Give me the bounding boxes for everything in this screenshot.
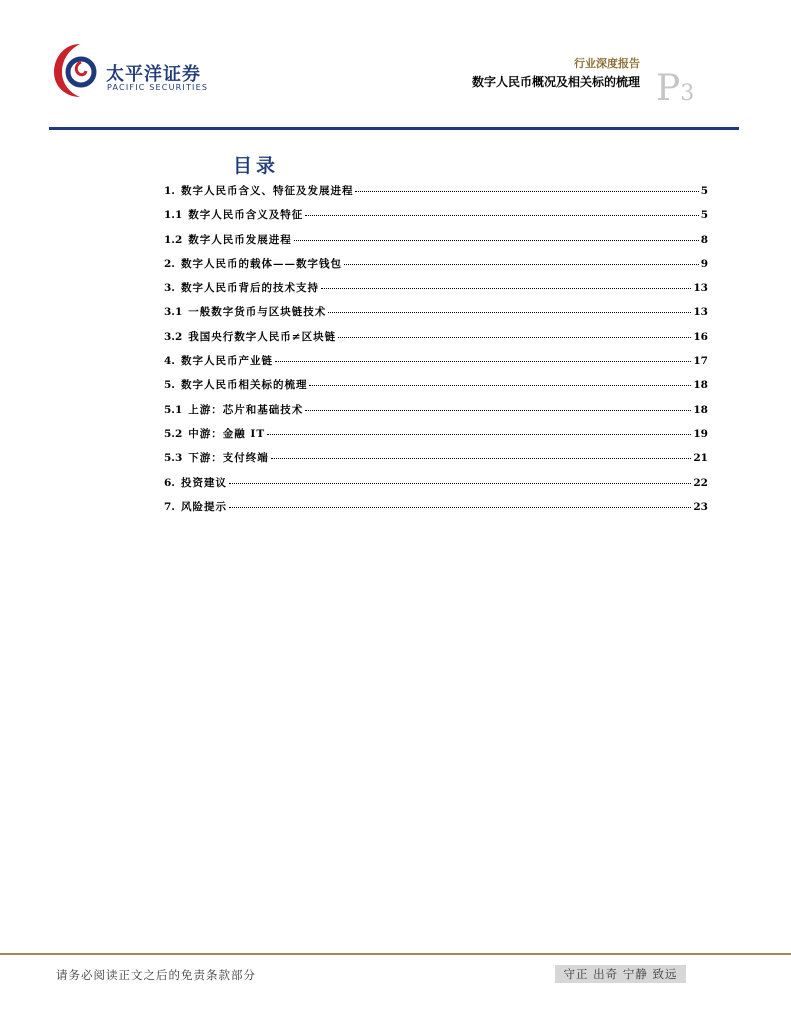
toc-leader-dots — [305, 214, 698, 216]
toc-leader-dots — [275, 360, 691, 362]
toc-entry-label: 数字人民币背后的技术支持 — [180, 282, 319, 295]
toc-leader-dots — [229, 506, 691, 508]
toc-entry-number: 5.2 — [164, 427, 183, 440]
toc-entry[interactable] — [164, 304, 708, 328]
toc-entry-label: 数字人民币含义及特征 — [188, 209, 304, 222]
toc-entry-number: 3. — [164, 282, 175, 295]
toc-entry[interactable] — [164, 256, 708, 280]
toc-entry-number: 7. — [164, 500, 175, 513]
toc-entry-label: 下游：支付终端 — [188, 452, 269, 465]
toc-entry[interactable] — [164, 353, 708, 377]
toc-entry-label: 一般数字货币与区块链技术 — [188, 306, 327, 319]
toc-entry-page: 8 — [700, 233, 708, 246]
toc-entry-page: 18 — [693, 403, 708, 416]
toc-entry[interactable] — [164, 329, 708, 353]
toc-entry-label: 中游：金融 IT — [188, 427, 266, 440]
toc-entry[interactable] — [164, 499, 708, 523]
toc-leader-dots — [321, 287, 691, 289]
toc-entry-page: 18 — [693, 379, 708, 392]
toc-entry-page: 9 — [700, 257, 708, 270]
page-number — [656, 68, 695, 109]
toc-leader-dots — [305, 409, 691, 411]
toc-entry-page: 13 — [693, 306, 708, 319]
toc-entry[interactable] — [164, 475, 708, 499]
toc-entry-page: 21 — [693, 452, 708, 465]
toc-leader-dots — [355, 190, 698, 192]
toc-leader-dots — [328, 311, 691, 313]
toc-leader-dots — [271, 457, 692, 459]
footer-divider — [0, 953, 791, 955]
toc-entry-number: 6. — [164, 476, 175, 489]
toc-entry-number: 4. — [164, 355, 175, 368]
toc-entry-number: 1.2 — [164, 233, 183, 246]
toc-entry-label: 上游：芯片和基础技术 — [188, 403, 304, 416]
toc-entry-number: 1.1 — [164, 209, 183, 222]
report-title: 数字人民币概况及相关标的梳理 — [471, 75, 640, 89]
toc-entry-page: 16 — [693, 330, 708, 343]
toc-entry-page: 13 — [693, 282, 708, 295]
toc-entry-label: 数字人民币含义、特征及发展进程 — [180, 185, 354, 197]
toc-entry-page: 19 — [693, 427, 708, 440]
toc-entry-page: 22 — [693, 476, 708, 489]
toc-entry-number: 5. — [164, 379, 175, 392]
toc-entry-number: 3.1 — [164, 306, 183, 319]
toc-leader-dots — [267, 433, 691, 435]
page-digit: 3 — [680, 81, 695, 106]
company-motto: 守正 出奇 宁静 致远 — [555, 965, 686, 983]
header-divider — [49, 127, 739, 130]
toc-entry-label: 数字人民币相关标的梳理 — [180, 379, 308, 392]
toc-entry-number: 5.3 — [164, 452, 183, 465]
disclaimer-note: 请务必阅读正文之后的免责条款部分 — [56, 968, 256, 982]
toc-leader-dots — [309, 384, 691, 386]
toc-entry[interactable] — [164, 402, 708, 426]
toc-entry[interactable] — [164, 450, 708, 474]
toc-entry-label: 我国央行数字人民币≠区块链 — [188, 330, 337, 343]
toc-entry[interactable] — [164, 426, 708, 450]
toc-entry-page: 17 — [693, 355, 708, 368]
toc-leader-dots — [294, 239, 699, 241]
toc-leader-dots — [344, 263, 699, 265]
toc-entry-label: 风险提示 — [180, 500, 227, 513]
toc-entry-number: 5.1 — [164, 403, 183, 416]
toc-entry-number: 2. — [164, 257, 175, 270]
report-category: 行业深度报告 — [574, 57, 640, 70]
toc-entry-label: 数字人民币发展进程 — [188, 233, 292, 246]
toc-entry-page: 23 — [693, 500, 708, 513]
toc-entry[interactable] — [164, 377, 708, 401]
toc-entry-number: 3.2 — [164, 330, 183, 343]
table-of-contents — [164, 183, 708, 523]
logo-english-name: PACIFIC SECURITIES — [107, 83, 209, 92]
toc-entry[interactable] — [164, 207, 708, 231]
toc-entry[interactable] — [164, 280, 708, 304]
toc-heading: 目录 — [233, 155, 280, 177]
logo-chinese-name: 太平洋证券 — [106, 64, 201, 85]
toc-entry-label: 数字人民币的载体——数字钱包 — [180, 257, 342, 270]
toc-entry-label: 数字人民币产业链 — [180, 355, 273, 368]
pacific-securities-logo-icon — [52, 40, 98, 100]
toc-entry-page: 5 — [700, 185, 708, 197]
toc-entry-label: 投资建议 — [180, 476, 227, 489]
toc-entry-page: 5 — [700, 209, 708, 222]
toc-entry-number: 1. — [164, 185, 175, 197]
toc-leader-dots — [338, 336, 691, 338]
page-letter: P — [656, 68, 681, 109]
company-logo — [52, 40, 212, 100]
toc-entry[interactable] — [164, 232, 708, 256]
toc-leader-dots — [229, 482, 691, 484]
toc-entry[interactable] — [164, 183, 708, 207]
